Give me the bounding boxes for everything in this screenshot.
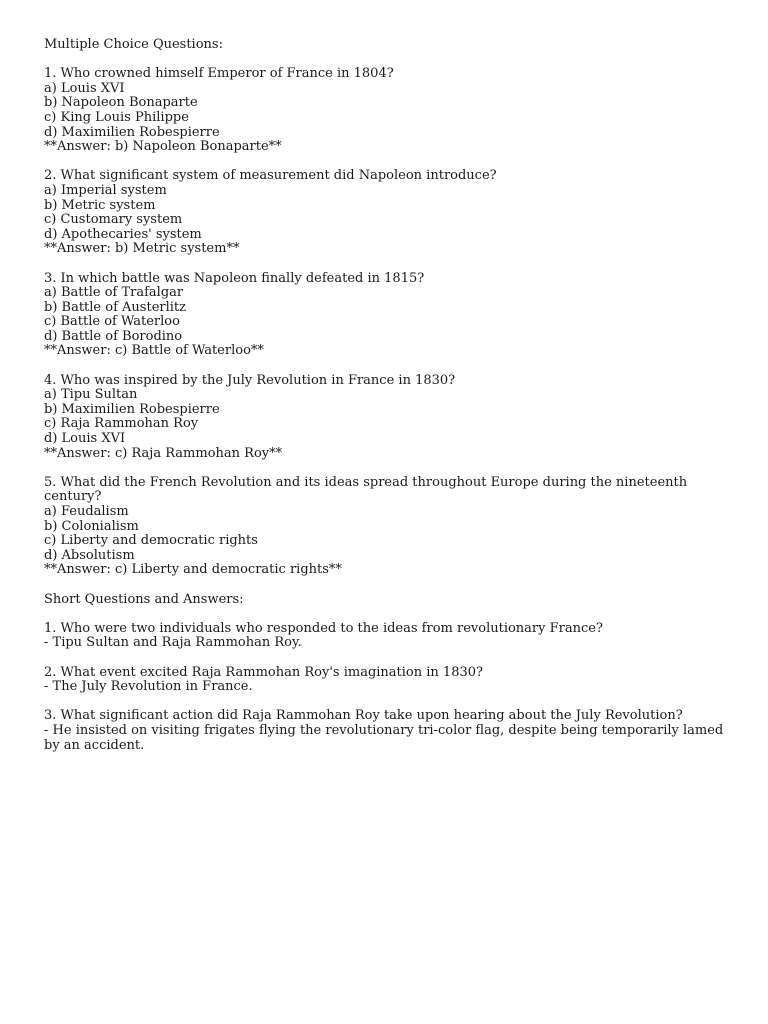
mcq-option: b) Maximilien Robespierre <box>44 401 220 417</box>
mcq-answer: **Answer: b) Napoleon Bonaparte** <box>44 139 282 155</box>
mcq-answer: **Answer: c) Battle of Waterloo** <box>44 343 264 359</box>
short-question: 1. Who were two individuals who responded to the ideas from revolutionary France? <box>44 620 603 636</box>
spacer <box>44 359 724 374</box>
spacer <box>44 53 724 68</box>
mcq-option: d) Battle of Borodino <box>44 328 183 344</box>
mcq-option: c) Raja Rammohan Roy <box>44 416 199 432</box>
mcq-question: 4. Who was inspired by the July Revolution in France in 1830? <box>44 372 456 388</box>
short-question: 2. What event excited Raja Rammohan Roy's imagination in 1830? <box>44 664 483 680</box>
mcq-item-5 <box>44 476 724 578</box>
short-item-1 <box>44 622 724 651</box>
mcq-option: c) King Louis Philippe <box>44 109 189 125</box>
mcq-option: b) Battle of Austerlitz <box>44 299 186 315</box>
document-text <box>44 38 724 753</box>
short-question: 3. What significant action did Raja Rammohan Roy take upon hearing about the July Revolution? <box>44 708 683 724</box>
mcq-option: c) Liberty and democratic rights <box>44 533 258 549</box>
short-answer: - Tipu Sultan and Raja Rammohan Roy. <box>44 635 302 651</box>
short-item-3 <box>44 709 724 753</box>
mcq-option: d) Apothecaries' system <box>44 226 202 242</box>
mcq-option: a) Imperial system <box>44 182 167 198</box>
short-answer: - The July Revolution in France. <box>44 679 253 695</box>
mcq-question: 5. What did the French Revolution and its ideas spread throughout Europe during the nineteenth century? <box>44 474 688 505</box>
mcq-option: b) Napoleon Bonaparte <box>44 95 198 111</box>
mcq-option: d) Maximilien Robespierre <box>44 124 220 140</box>
short-heading: Short Questions and Answers: <box>44 591 244 607</box>
spacer <box>44 578 724 593</box>
spacer <box>44 257 724 272</box>
short-item-2 <box>44 666 724 695</box>
mcq-option: d) Louis XVI <box>44 431 126 447</box>
mcq-option: b) Colonialism <box>44 518 139 534</box>
mcq-option: b) Metric system <box>44 197 156 213</box>
mcq-option: a) Tipu Sultan <box>44 387 138 403</box>
mcq-item-1 <box>44 67 724 155</box>
mcq-option: a) Feudalism <box>44 504 129 519</box>
mcq-answer: **Answer: c) Raja Rammohan Roy** <box>44 445 283 461</box>
mcq-answer: **Answer: b) Metric system** <box>44 241 240 257</box>
mcq-answer: **Answer: c) Liberty and democratic rights** <box>44 562 342 578</box>
spacer <box>44 651 724 666</box>
mcq-option: c) Battle of Waterloo <box>44 314 180 330</box>
mcq-item-4 <box>44 374 724 462</box>
mcq-question: 2. What significant system of measurement did Napoleon introduce? <box>44 168 497 184</box>
mcq-item-2 <box>44 169 724 257</box>
spacer <box>44 155 724 170</box>
spacer <box>44 695 724 710</box>
mcq-option: a) Battle of Trafalgar <box>44 285 184 301</box>
mcq-item-3 <box>44 272 724 360</box>
mcq-question: 1. Who crowned himself Emperor of France in 1804? <box>44 66 394 82</box>
mcq-option: d) Absolutism <box>44 547 135 563</box>
spacer <box>44 461 724 476</box>
spacer <box>44 607 724 622</box>
mcq-option: a) Louis XVI <box>44 80 125 96</box>
mcq-question: 3. In which battle was Napoleon finally defeated in 1815? <box>44 270 425 286</box>
mcq-heading: Multiple Choice Questions: <box>44 37 223 52</box>
short-answer: - He insisted on visiting frigates flying the revolutionary tri-color flag, despite being temporarily lamed by an accident. <box>44 722 724 753</box>
mcq-option: c) Customary system <box>44 212 183 228</box>
